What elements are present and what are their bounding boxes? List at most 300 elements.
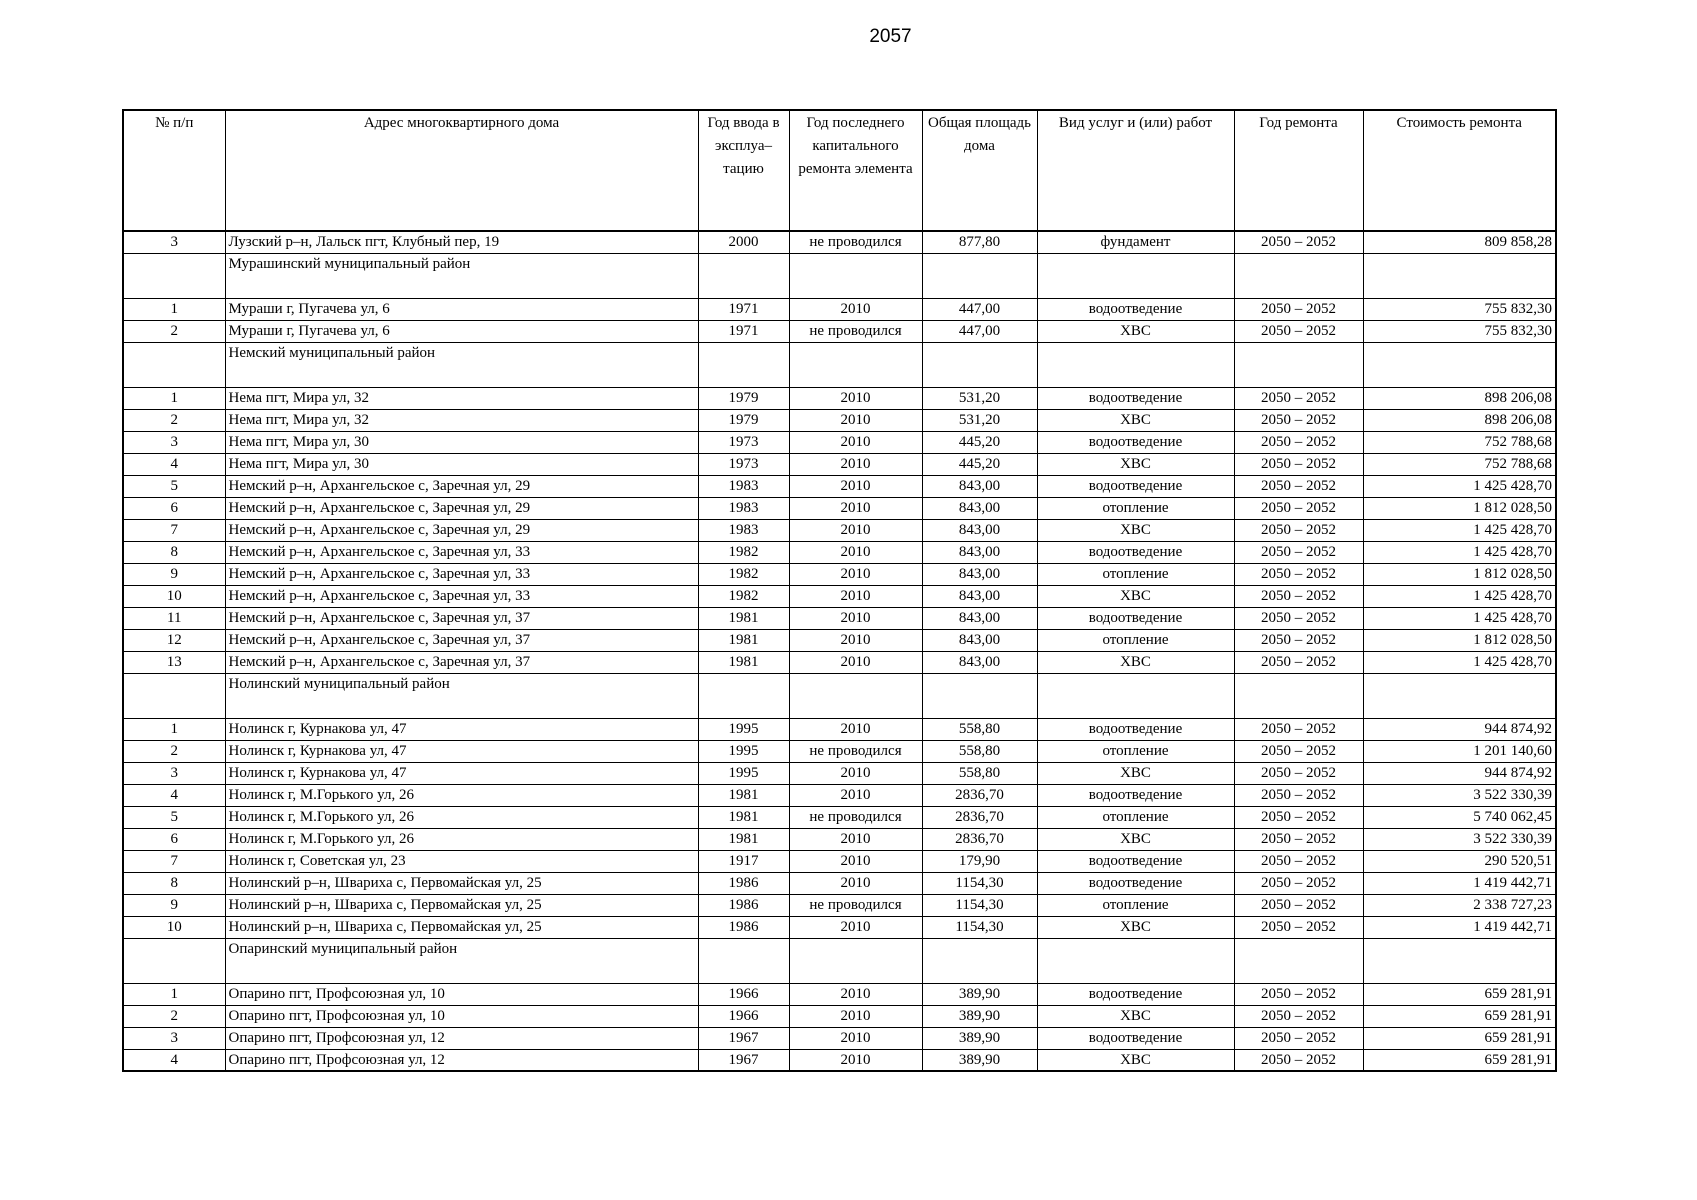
row-num-cell: 3	[123, 1027, 225, 1049]
year-built-cell: 1981	[698, 607, 789, 629]
year-built-cell: 1971	[698, 320, 789, 342]
area-cell: 558,80	[922, 718, 1037, 740]
address-cell: Нолинск г, М.Горького ул, 26	[225, 784, 698, 806]
last-repair-cell: не проводился	[789, 740, 922, 762]
service-cell: водоотведение	[1037, 983, 1234, 1005]
address-cell: Нолинск г, М.Горького ул, 26	[225, 828, 698, 850]
service-cell: ХВС	[1037, 409, 1234, 431]
district-header-row	[123, 673, 1556, 718]
service-cell: водоотведение	[1037, 1027, 1234, 1049]
service-cell: водоотведение	[1037, 475, 1234, 497]
address-cell: Немский р–н, Архангельское с, Заречная ул, 29	[225, 497, 698, 519]
address-cell: Нолинск г, Курнакова ул, 47	[225, 718, 698, 740]
row-num-cell: 4	[123, 453, 225, 475]
empty-cell	[1363, 253, 1556, 298]
address-cell: Нема пгт, Мира ул, 32	[225, 387, 698, 409]
year-built-cell: 1979	[698, 387, 789, 409]
service-cell: ХВС	[1037, 1049, 1234, 1071]
last-repair-cell: не проводился	[789, 806, 922, 828]
last-repair-cell: 2010	[789, 409, 922, 431]
cost-cell: 1 812 028,50	[1363, 497, 1556, 519]
last-repair-cell: 2010	[789, 563, 922, 585]
empty-cell	[698, 938, 789, 983]
empty-cell	[1037, 342, 1234, 387]
service-cell: ХВС	[1037, 828, 1234, 850]
area-cell: 389,90	[922, 1005, 1037, 1027]
cost-cell: 1 419 442,71	[1363, 916, 1556, 938]
empty-cell	[123, 253, 225, 298]
header-address: Адрес многоквартирного дома	[225, 110, 698, 231]
empty-cell	[123, 938, 225, 983]
table-row	[123, 651, 1556, 673]
area-cell: 2836,70	[922, 806, 1037, 828]
empty-cell	[922, 673, 1037, 718]
year-built-cell: 1983	[698, 497, 789, 519]
row-num-cell: 8	[123, 541, 225, 563]
empty-cell	[123, 673, 225, 718]
row-num-cell: 10	[123, 916, 225, 938]
table-row	[123, 629, 1556, 651]
year-built-cell: 1986	[698, 894, 789, 916]
repair-period-cell: 2050 – 2052	[1234, 718, 1363, 740]
last-repair-cell: 2010	[789, 1027, 922, 1049]
service-cell: ХВС	[1037, 585, 1234, 607]
year-built-cell: 1966	[698, 1005, 789, 1027]
year-built-cell: 1995	[698, 740, 789, 762]
table-row	[123, 497, 1556, 519]
table-row	[123, 983, 1556, 1005]
cost-cell: 659 281,91	[1363, 1005, 1556, 1027]
header-service: Вид услуг и (или) работ	[1037, 110, 1234, 231]
service-cell: отопление	[1037, 563, 1234, 585]
area-cell: 389,90	[922, 983, 1037, 1005]
repair-period-cell: 2050 – 2052	[1234, 651, 1363, 673]
last-repair-cell: 2010	[789, 872, 922, 894]
cost-cell: 944 874,92	[1363, 762, 1556, 784]
repair-period-cell: 2050 – 2052	[1234, 453, 1363, 475]
empty-cell	[789, 938, 922, 983]
row-num-cell: 8	[123, 872, 225, 894]
row-num-cell: 4	[123, 784, 225, 806]
table-row	[123, 872, 1556, 894]
year-built-cell: 1983	[698, 519, 789, 541]
last-repair-cell: 2010	[789, 541, 922, 563]
area-cell: 558,80	[922, 740, 1037, 762]
address-cell: Нолинск г, Советская ул, 23	[225, 850, 698, 872]
last-repair-cell: не проводился	[789, 231, 922, 253]
service-cell: ХВС	[1037, 1005, 1234, 1027]
table-row	[123, 475, 1556, 497]
district-name: Немский муниципальный район	[225, 342, 698, 387]
empty-cell	[1363, 938, 1556, 983]
table-row	[123, 784, 1556, 806]
row-num-cell: 3	[123, 231, 225, 253]
table-row	[123, 894, 1556, 916]
row-num-cell: 9	[123, 894, 225, 916]
table-row	[123, 1027, 1556, 1049]
empty-cell	[789, 342, 922, 387]
last-repair-cell: 2010	[789, 431, 922, 453]
area-cell: 843,00	[922, 497, 1037, 519]
cost-cell: 290 520,51	[1363, 850, 1556, 872]
last-repair-cell: 2010	[789, 762, 922, 784]
row-num-cell: 2	[123, 1005, 225, 1027]
table-header	[123, 110, 1556, 231]
address-cell: Нолинский р–н, Швариха с, Первомайская ул, 25	[225, 894, 698, 916]
repair-period-cell: 2050 – 2052	[1234, 872, 1363, 894]
table-row	[123, 541, 1556, 563]
address-cell: Нема пгт, Мира ул, 30	[225, 431, 698, 453]
header-num: № п/п	[123, 110, 225, 231]
table-row	[123, 519, 1556, 541]
year-built-cell: 1973	[698, 453, 789, 475]
table-row	[123, 320, 1556, 342]
row-num-cell: 2	[123, 409, 225, 431]
year-built-cell: 1981	[698, 651, 789, 673]
area-cell: 531,20	[922, 387, 1037, 409]
last-repair-cell: 2010	[789, 784, 922, 806]
repair-period-cell: 2050 – 2052	[1234, 231, 1363, 253]
empty-cell	[789, 253, 922, 298]
cost-cell: 755 832,30	[1363, 320, 1556, 342]
repair-period-cell: 2050 – 2052	[1234, 916, 1363, 938]
table-row	[123, 231, 1556, 253]
district-header-row	[123, 938, 1556, 983]
service-cell: отопление	[1037, 806, 1234, 828]
table-body	[123, 231, 1556, 1071]
row-num-cell: 10	[123, 585, 225, 607]
area-cell: 2836,70	[922, 828, 1037, 850]
area-cell: 447,00	[922, 298, 1037, 320]
last-repair-cell: 2010	[789, 585, 922, 607]
empty-cell	[1037, 253, 1234, 298]
table-row	[123, 762, 1556, 784]
service-cell: фундамент	[1037, 231, 1234, 253]
address-cell: Немский р–н, Архангельское с, Заречная ул, 29	[225, 519, 698, 541]
last-repair-cell: 2010	[789, 453, 922, 475]
empty-cell	[1363, 673, 1556, 718]
area-cell: 558,80	[922, 762, 1037, 784]
address-cell: Немский р–н, Архангельское с, Заречная ул, 29	[225, 475, 698, 497]
district-name: Опаринский муниципальный район	[225, 938, 698, 983]
empty-cell	[789, 673, 922, 718]
repair-period-cell: 2050 – 2052	[1234, 519, 1363, 541]
row-num-cell: 6	[123, 497, 225, 519]
address-cell: Нолинск г, Курнакова ул, 47	[225, 762, 698, 784]
table-row	[123, 607, 1556, 629]
cost-cell: 3 522 330,39	[1363, 784, 1556, 806]
year-built-cell: 2000	[698, 231, 789, 253]
cost-cell: 2 338 727,23	[1363, 894, 1556, 916]
repair-period-cell: 2050 – 2052	[1234, 387, 1363, 409]
area-cell: 843,00	[922, 629, 1037, 651]
row-num-cell: 4	[123, 1049, 225, 1071]
table-row	[123, 387, 1556, 409]
year-built-cell: 1983	[698, 475, 789, 497]
table-row	[123, 916, 1556, 938]
address-cell: Опарино пгт, Профсоюзная ул, 10	[225, 983, 698, 1005]
cost-cell: 898 206,08	[1363, 409, 1556, 431]
last-repair-cell: 2010	[789, 1049, 922, 1071]
header-repair-years: Год ремонта	[1234, 110, 1363, 231]
repair-period-cell: 2050 – 2052	[1234, 894, 1363, 916]
repair-period-cell: 2050 – 2052	[1234, 629, 1363, 651]
table-row	[123, 718, 1556, 740]
area-cell: 1154,30	[922, 916, 1037, 938]
repair-period-cell: 2050 – 2052	[1234, 1049, 1363, 1071]
year-built-cell: 1966	[698, 983, 789, 1005]
area-cell: 877,80	[922, 231, 1037, 253]
empty-cell	[1234, 938, 1363, 983]
repair-period-cell: 2050 – 2052	[1234, 475, 1363, 497]
repair-period-cell: 2050 – 2052	[1234, 563, 1363, 585]
year-built-cell: 1973	[698, 431, 789, 453]
cost-cell: 1 812 028,50	[1363, 629, 1556, 651]
repair-period-cell: 2050 – 2052	[1234, 740, 1363, 762]
last-repair-cell: 2010	[789, 298, 922, 320]
repair-schedule-table	[122, 109, 1557, 1072]
service-cell: ХВС	[1037, 519, 1234, 541]
service-cell: водоотведение	[1037, 718, 1234, 740]
table-row	[123, 409, 1556, 431]
service-cell: водоотведение	[1037, 872, 1234, 894]
empty-cell	[922, 253, 1037, 298]
empty-cell	[1234, 673, 1363, 718]
area-cell: 843,00	[922, 585, 1037, 607]
repair-period-cell: 2050 – 2052	[1234, 298, 1363, 320]
district-name: Мурашинский муниципальный район	[225, 253, 698, 298]
service-cell: ХВС	[1037, 651, 1234, 673]
address-cell: Нолинск г, Курнакова ул, 47	[225, 740, 698, 762]
address-cell: Немский р–н, Архангельское с, Заречная ул, 33	[225, 585, 698, 607]
year-built-cell: 1986	[698, 872, 789, 894]
service-cell: водоотведение	[1037, 607, 1234, 629]
area-cell: 445,20	[922, 453, 1037, 475]
empty-cell	[698, 253, 789, 298]
address-cell: Опарино пгт, Профсоюзная ул, 10	[225, 1005, 698, 1027]
cost-cell: 809 858,28	[1363, 231, 1556, 253]
cost-cell: 1 425 428,70	[1363, 585, 1556, 607]
cost-cell: 1 425 428,70	[1363, 475, 1556, 497]
empty-cell	[123, 342, 225, 387]
repair-period-cell: 2050 – 2052	[1234, 431, 1363, 453]
row-num-cell: 5	[123, 806, 225, 828]
year-built-cell: 1982	[698, 585, 789, 607]
cost-cell: 944 874,92	[1363, 718, 1556, 740]
repair-period-cell: 2050 – 2052	[1234, 1027, 1363, 1049]
year-built-cell: 1981	[698, 784, 789, 806]
last-repair-cell: 2010	[789, 651, 922, 673]
repair-period-cell: 2050 – 2052	[1234, 983, 1363, 1005]
service-cell: отопление	[1037, 740, 1234, 762]
address-cell: Опарино пгт, Профсоюзная ул, 12	[225, 1049, 698, 1071]
cost-cell: 1 425 428,70	[1363, 541, 1556, 563]
year-built-cell: 1917	[698, 850, 789, 872]
row-num-cell: 1	[123, 718, 225, 740]
empty-cell	[1234, 253, 1363, 298]
cost-cell: 659 281,91	[1363, 1027, 1556, 1049]
service-cell: ХВС	[1037, 916, 1234, 938]
header-year-built: Год ввода в эксплуа– тацию	[698, 110, 789, 231]
repair-period-cell: 2050 – 2052	[1234, 409, 1363, 431]
empty-cell	[698, 342, 789, 387]
area-cell: 389,90	[922, 1049, 1037, 1071]
area-cell: 843,00	[922, 651, 1037, 673]
address-cell: Немский р–н, Архангельское с, Заречная ул, 33	[225, 563, 698, 585]
service-cell: отопление	[1037, 894, 1234, 916]
page-number: 2057	[869, 26, 912, 47]
repair-period-cell: 2050 – 2052	[1234, 497, 1363, 519]
last-repair-cell: 2010	[789, 607, 922, 629]
empty-cell	[1363, 342, 1556, 387]
row-num-cell: 3	[123, 431, 225, 453]
repair-period-cell: 2050 – 2052	[1234, 1005, 1363, 1027]
area-cell: 843,00	[922, 475, 1037, 497]
table-row	[123, 828, 1556, 850]
last-repair-cell: 2010	[789, 828, 922, 850]
table-row	[123, 453, 1556, 475]
area-cell: 447,00	[922, 320, 1037, 342]
district-header-row	[123, 342, 1556, 387]
header-area: Общая площадь дома	[922, 110, 1037, 231]
table-row	[123, 431, 1556, 453]
address-cell: Мураши г, Пугачева ул, 6	[225, 320, 698, 342]
cost-cell: 1 201 140,60	[1363, 740, 1556, 762]
header-cost: Стоимость ремонта	[1363, 110, 1556, 231]
table-row	[123, 563, 1556, 585]
cost-cell: 1 425 428,70	[1363, 519, 1556, 541]
cost-cell: 1 812 028,50	[1363, 563, 1556, 585]
address-cell: Немский р–н, Архангельское с, Заречная ул, 37	[225, 607, 698, 629]
address-cell: Немский р–н, Архангельское с, Заречная ул, 37	[225, 651, 698, 673]
cost-cell: 3 522 330,39	[1363, 828, 1556, 850]
repair-period-cell: 2050 – 2052	[1234, 784, 1363, 806]
row-num-cell: 1	[123, 387, 225, 409]
service-cell: отопление	[1037, 629, 1234, 651]
repair-period-cell: 2050 – 2052	[1234, 320, 1363, 342]
address-cell: Нолинский р–н, Швариха с, Первомайская ул, 25	[225, 916, 698, 938]
area-cell: 2836,70	[922, 784, 1037, 806]
year-built-cell: 1986	[698, 916, 789, 938]
service-cell: водоотведение	[1037, 298, 1234, 320]
address-cell: Лузский р–н, Лальск пгт, Клубный пер, 19	[225, 231, 698, 253]
service-cell: ХВС	[1037, 320, 1234, 342]
repair-period-cell: 2050 – 2052	[1234, 585, 1363, 607]
last-repair-cell: 2010	[789, 850, 922, 872]
year-built-cell: 1967	[698, 1027, 789, 1049]
row-num-cell: 7	[123, 850, 225, 872]
table-row	[123, 806, 1556, 828]
address-cell: Мураши г, Пугачева ул, 6	[225, 298, 698, 320]
area-cell: 531,20	[922, 409, 1037, 431]
area-cell: 843,00	[922, 563, 1037, 585]
cost-cell: 1 425 428,70	[1363, 651, 1556, 673]
row-num-cell: 13	[123, 651, 225, 673]
row-num-cell: 3	[123, 762, 225, 784]
row-num-cell: 5	[123, 475, 225, 497]
table-row	[123, 740, 1556, 762]
cost-cell: 898 206,08	[1363, 387, 1556, 409]
last-repair-cell: 2010	[789, 629, 922, 651]
service-cell: ХВС	[1037, 453, 1234, 475]
last-repair-cell: 2010	[789, 1005, 922, 1027]
repair-period-cell: 2050 – 2052	[1234, 806, 1363, 828]
service-cell: водоотведение	[1037, 784, 1234, 806]
address-cell: Нолинск г, М.Горького ул, 26	[225, 806, 698, 828]
address-cell: Немский р–н, Архангельское с, Заречная ул, 33	[225, 541, 698, 563]
cost-cell: 1 425 428,70	[1363, 607, 1556, 629]
cost-cell: 659 281,91	[1363, 983, 1556, 1005]
district-name: Нолинский муниципальный район	[225, 673, 698, 718]
district-header-row	[123, 253, 1556, 298]
year-built-cell: 1967	[698, 1049, 789, 1071]
area-cell: 1154,30	[922, 894, 1037, 916]
table-row	[123, 850, 1556, 872]
last-repair-cell: 2010	[789, 497, 922, 519]
row-num-cell: 7	[123, 519, 225, 541]
repair-period-cell: 2050 – 2052	[1234, 762, 1363, 784]
cost-cell: 1 419 442,71	[1363, 872, 1556, 894]
row-num-cell: 11	[123, 607, 225, 629]
last-repair-cell: 2010	[789, 718, 922, 740]
area-cell: 1154,30	[922, 872, 1037, 894]
last-repair-cell: 2010	[789, 983, 922, 1005]
empty-cell	[922, 938, 1037, 983]
service-cell: отопление	[1037, 497, 1234, 519]
last-repair-cell: 2010	[789, 387, 922, 409]
table-row	[123, 1049, 1556, 1071]
repair-period-cell: 2050 – 2052	[1234, 607, 1363, 629]
row-num-cell: 6	[123, 828, 225, 850]
table-row	[123, 298, 1556, 320]
area-cell: 843,00	[922, 541, 1037, 563]
cost-cell: 755 832,30	[1363, 298, 1556, 320]
address-cell: Нема пгт, Мира ул, 32	[225, 409, 698, 431]
row-num-cell: 2	[123, 740, 225, 762]
header-last-repair: Год последнего капитального ремонта элемента	[789, 110, 922, 231]
last-repair-cell: 2010	[789, 475, 922, 497]
address-cell: Опарино пгт, Профсоюзная ул, 12	[225, 1027, 698, 1049]
row-num-cell: 1	[123, 298, 225, 320]
repair-period-cell: 2050 – 2052	[1234, 541, 1363, 563]
address-cell: Немский р–н, Архангельское с, Заречная ул, 37	[225, 629, 698, 651]
area-cell: 179,90	[922, 850, 1037, 872]
row-num-cell: 2	[123, 320, 225, 342]
service-cell: водоотведение	[1037, 541, 1234, 563]
service-cell: водоотведение	[1037, 431, 1234, 453]
area-cell: 445,20	[922, 431, 1037, 453]
last-repair-cell: 2010	[789, 519, 922, 541]
year-built-cell: 1981	[698, 806, 789, 828]
empty-cell	[698, 673, 789, 718]
row-num-cell: 9	[123, 563, 225, 585]
year-built-cell: 1995	[698, 718, 789, 740]
year-built-cell: 1981	[698, 629, 789, 651]
year-built-cell: 1982	[698, 541, 789, 563]
empty-cell	[1037, 938, 1234, 983]
table-row	[123, 1005, 1556, 1027]
repair-period-cell: 2050 – 2052	[1234, 850, 1363, 872]
year-built-cell: 1971	[698, 298, 789, 320]
year-built-cell: 1979	[698, 409, 789, 431]
area-cell: 843,00	[922, 607, 1037, 629]
year-built-cell: 1982	[698, 563, 789, 585]
last-repair-cell: не проводился	[789, 894, 922, 916]
service-cell: ХВС	[1037, 762, 1234, 784]
cost-cell: 659 281,91	[1363, 1049, 1556, 1071]
empty-cell	[922, 342, 1037, 387]
row-num-cell: 1	[123, 983, 225, 1005]
